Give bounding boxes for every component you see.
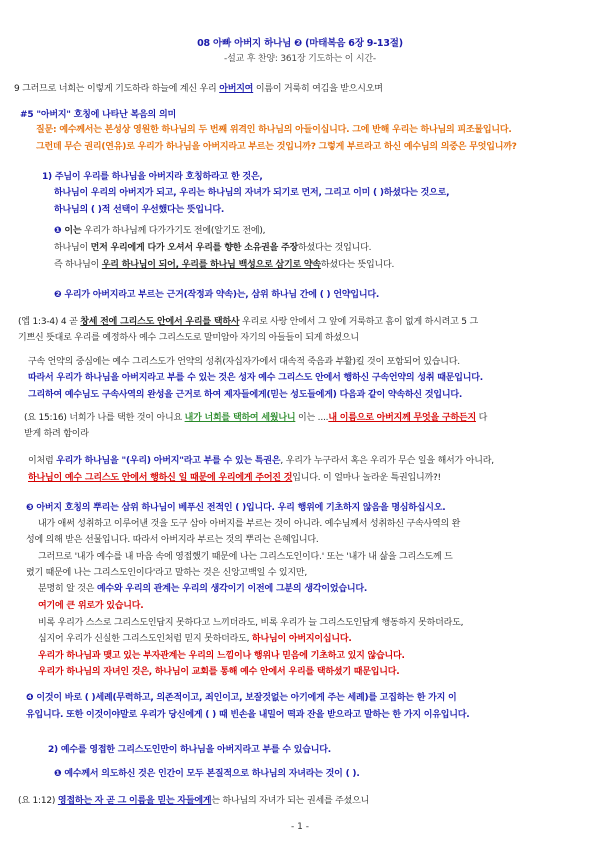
n1-line3: 즉 하나님이 우리 하나님이 되어, 우리를 하나님 백성으로 삼기로 약속하셨다는 뜻입니다.	[54, 260, 395, 270]
john1-line: (요 1:12) 영접하는 자 곧 그 이름을 믿는 자들에게는 하나님의 자녀가 되는 권세를 주셨으니	[18, 796, 370, 806]
john-line1: (요 15:16) 너희가 나를 택한 것이 아니요 내가 너희를 택하여 세웠나니 이는 ....내 이름으로 아버지께 무엇을 구하든지 다	[24, 413, 488, 423]
n1-line2: 하나님이 먼저 우리에게 다가 오셔서 우리를 향한 소유권을 주장하셨다는 것입니다.	[54, 243, 372, 253]
eph-line1: (엡 1:3-4) 4 곧 창세 전에 그리스도 안에서 우리를 택하사 우리로 사랑 안에서 그 앞에 거룩하고 흠이 없게 하시려고 5 그	[18, 317, 478, 327]
john-line2: 받게 하려 함이라	[24, 429, 89, 439]
n3-line1: 내가 애써 성취하고 이루어낸 것을 도구 삼아 아버지를 부르는 것이 아니라. 예수님께서 성취하신 구속사역의 완	[38, 519, 461, 529]
section-heading: #5 "아버지" 호칭에 나타난 복음의 의미	[20, 110, 176, 120]
point1-line3: 하나님의 ( )적 선택이 우선했다는 뜻입니다.	[54, 205, 225, 215]
question-line-2: 그런데 무슨 권리(연유)로 우리가 하나님을 아버지라고 부르는 것입니까? 그렇게 부르라고 하신 예수님의 의중은 무엇입니까?	[36, 142, 517, 152]
page-number: - 1 -	[291, 822, 309, 832]
point2-heading: 2) 예수를 영접한 그리스도인만이 하나님을 아버지라고 부를 수 있습니다.	[48, 745, 331, 755]
n3-line3: 그러므로 '내가 예수를 내 마음 속에 영접했기 때문에 나는 그리스도인이다.' 또는 '내가 내 삶을 그리스도께 드	[38, 552, 453, 562]
n3-line5: 분명히 알 것은 예수와 우리의 관계는 우리의 생각이기 이전에 그분의 생각이었습니다.	[38, 584, 368, 594]
n3-heading: ❸ 아버지 호칭의 뿌리는 삼위 하나님이 베푸신 전적인 ( )입니다. 우리 행위에 기초하지 않음을 명심하십시오.	[26, 503, 446, 513]
covenant-line2: 따라서 우리가 하나님을 아버지라고 부를 수 있는 것은 성자 예수 그리스도 안에서 행하신 구속언약의 성취 때문입니다.	[28, 373, 483, 383]
n3-line7: 비록 우리가 스스로 그리스도인답지 못하다고 느끼더라도, 비록 우리가 늘 그리스도인답게 행동하지 못하더라도,	[38, 618, 464, 628]
covenant-line1: 구속 언약의 중심에는 예수 그리스도가 언약의 성취(자십자가에서 대속적 죽음과 부활)킬 것이 포함되어 있습니다.	[28, 357, 460, 367]
n1-line1: ❶ 이는 우리가 하나님께 다가가기도 전에(알기도 전에),	[54, 226, 266, 236]
n3-line4: 렸기 때문에 나는 그리스도인이다'라고 말하는 것은 신앙고백일 수 있지만,	[26, 568, 308, 578]
sermon-subtitle: -설교 후 찬양: 361장 기도하는 이 시간-	[224, 54, 376, 64]
privilege-line2: 하나님이 예수 그리스도 안에서 행하신 일 때문에 우리에게 주어진 것입니다. 이 얼마나 놀라운 특권입니까?!	[28, 473, 441, 483]
point1-heading: 1) 주님이 우리를 하나님을 아버지라 호칭하라고 한 것은,	[42, 172, 263, 182]
n4-line1: ❹ 이것이 바로 ( )세례(무력하고, 의존적이고, 죄인이고, 보잘것없는 아기에게 주는 세례)를 고집하는 한 가지 이	[26, 693, 457, 703]
n2-heading: ❷ 우리가 아버지라고 부르는 근거(작정과 약속)는, 삼위 하나님 간에 ( ) 언약입니다.	[54, 290, 380, 300]
n3-line9: 우리가 하나님과 맺고 있는 부자관계는 우리의 느낌이나 행위나 믿음에 기초하고 있지 않습니다.	[38, 651, 405, 661]
covenant-line3: 그리하여 예수님도 구속사역의 완성을 근거로 하여 제자들에게(믿는 성도들에게) 다음과 같이 약속하신 것입니다.	[28, 390, 463, 400]
n3-line6: 여기에 큰 위로가 있습니다.	[38, 601, 144, 611]
eph-line2: 기쁘신 뜻대로 우리를 예정하사 예수 그리스도로 말미암아 자기의 아들들이 되게 하셨으니	[18, 333, 359, 343]
n4-line2: 유입니다. 또한 이것이야말로 우리가 당신에게 ( ) 때 빈손을 내밀어 떡과 잔을 받으라고 말하는 한 가지 이유입니다.	[26, 710, 470, 720]
n3-line8: 심지어 우리가 신실한 그리스도인처럼 믿지 못하더라도, 하나님이 아버지이십니다.	[38, 634, 352, 644]
n3-line10: 우리가 하나님의 자녀인 것은, 하나님이 교회를 통해 예수 안에서 우리를 택하셨기 때문입니다.	[38, 667, 400, 677]
sermon-title: 08 아빠 아버지 하나님 ❷ (마태복음 6장 9-13절)	[197, 38, 403, 49]
privilege-line1: 이처럼 우리가 하나님을 "(우리) 아버지"라고 부를 수 있는 특권은, 우리가 누구라서 혹은 우리가 무슨 일을 해서가 아니라,	[28, 456, 494, 466]
verse-intro: 9 그러므로 너희는 이렇게 기도하라 하늘에 계신 우리 아버지여 이름이 거룩히 여김을 받으시오며	[14, 84, 383, 94]
point1-line2: 하나님이 우리의 아버지가 되고, 우리는 하나님의 자녀가 되기로 먼저, 그리고 이미 ( )하셨다는 것으로,	[54, 188, 450, 198]
n3-line2: 성에 의해 받은 선물입니다. 따라서 아버지라 부르는 것의 뿌리는 은혜입니다.	[26, 535, 319, 545]
question-line-1: 질문: 예수께서는 본성상 영원한 하나님의 두 번째 위격인 하나님의 아들이십니다. 그에 반해 우리는 하나님의 피조물입니다.	[36, 125, 512, 135]
point2-line1: ❶ 예수께서 의도하신 것은 인간이 모두 본질적으로 하나님의 자녀라는 것이 ( ).	[54, 769, 360, 779]
